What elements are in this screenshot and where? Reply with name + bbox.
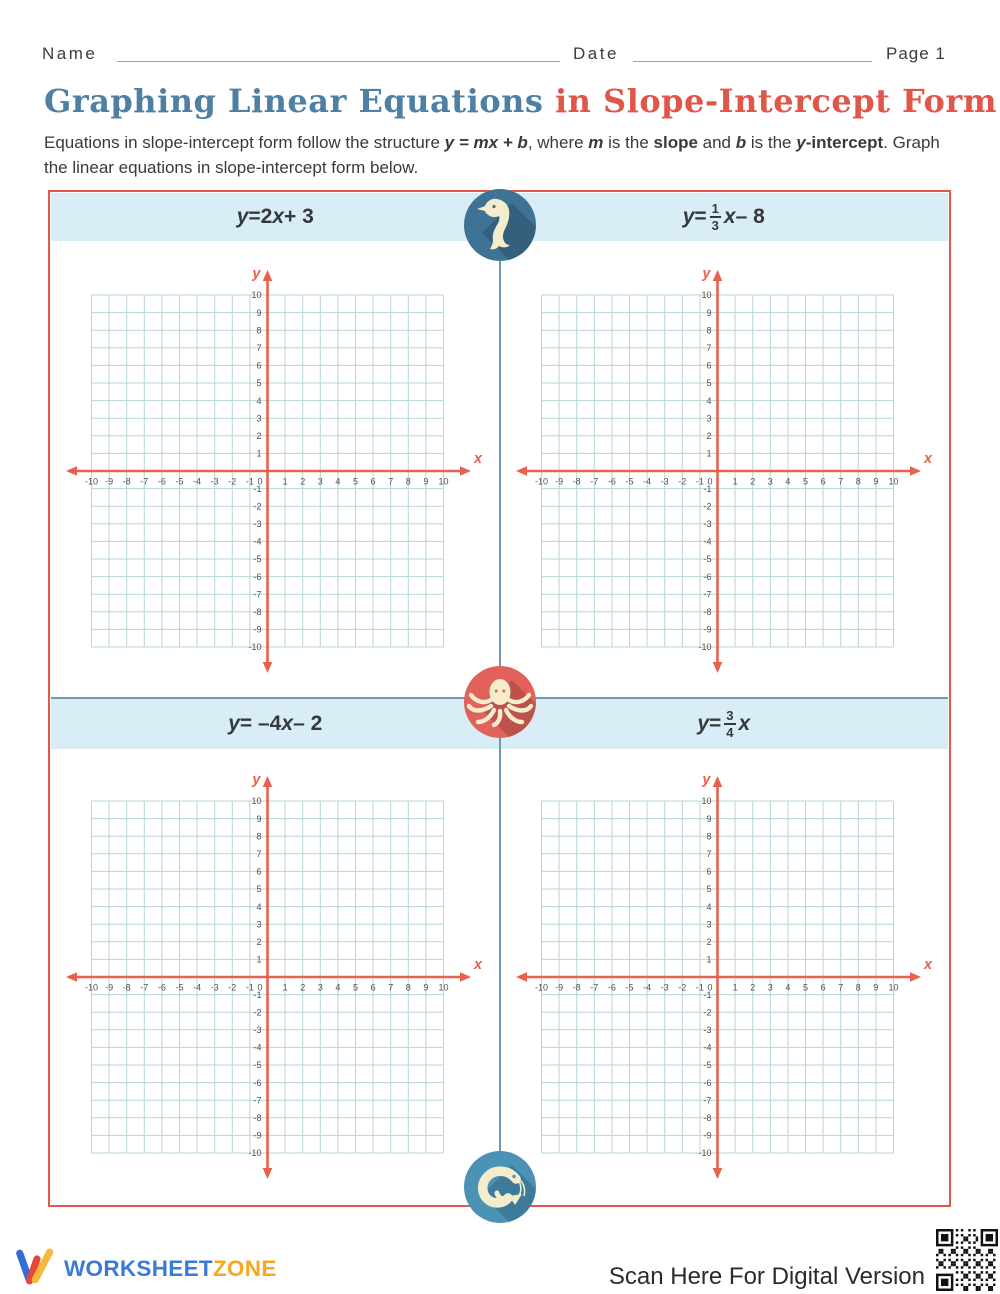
svg-text:3: 3 (767, 476, 773, 487)
svg-text:2: 2 (706, 937, 712, 947)
svg-text:-1: -1 (695, 982, 704, 993)
svg-text:-5: -5 (253, 554, 262, 565)
svg-text:-4: -4 (703, 536, 712, 547)
svg-text:x: x (474, 451, 483, 467)
svg-text:2: 2 (750, 982, 756, 993)
octopus-icon (461, 663, 539, 741)
seahorse-icon (463, 188, 537, 262)
svg-text:7: 7 (256, 849, 262, 859)
svg-text:8: 8 (706, 325, 712, 336)
title-part-blue: Graphing Linear Equations (44, 82, 544, 120)
svg-text:-1: -1 (695, 476, 704, 487)
svg-text:-2: -2 (678, 982, 687, 993)
intro-text: Equations in slope-intercept form follow the structure y = mx + b, where m is the slope and b is the y-intercept. Graph the linear equations in slope-intercept form below. (44, 133, 940, 177)
svg-text:7: 7 (388, 982, 394, 993)
svg-text:8: 8 (706, 831, 712, 842)
svg-text:-3: -3 (253, 1025, 262, 1035)
svg-text:8: 8 (855, 476, 861, 487)
svg-text:4: 4 (706, 395, 712, 406)
svg-text:3: 3 (256, 413, 262, 424)
svg-text:5: 5 (256, 378, 262, 389)
svg-text:-4: -4 (643, 982, 652, 993)
svg-text:1: 1 (256, 954, 262, 965)
svg-text:-10: -10 (248, 642, 262, 653)
svg-text:-4: -4 (253, 1042, 262, 1053)
svg-text:2: 2 (706, 431, 712, 441)
svg-text:-3: -3 (703, 519, 712, 529)
svg-text:-7: -7 (140, 982, 149, 993)
svg-text:6: 6 (820, 476, 826, 487)
svg-text:8: 8 (855, 982, 861, 993)
svg-text:-10: -10 (84, 476, 99, 487)
svg-text:-10: -10 (248, 1148, 262, 1159)
equation-1: y = 2 x + 3 (236, 204, 314, 228)
svg-text:9: 9 (706, 307, 712, 318)
svg-text:-10: -10 (84, 982, 99, 993)
svg-text:9: 9 (706, 813, 712, 824)
svg-text:-9: -9 (253, 624, 262, 635)
svg-text:-6: -6 (703, 571, 712, 582)
svg-text:4: 4 (256, 901, 262, 912)
svg-text:-7: -7 (703, 1095, 712, 1106)
svg-text:5: 5 (706, 884, 712, 895)
svg-text:-8: -8 (572, 476, 581, 487)
svg-text:-3: -3 (210, 476, 219, 487)
svg-text:7: 7 (706, 849, 712, 859)
shrimp-icon (462, 1149, 538, 1225)
svg-text:6: 6 (820, 982, 826, 993)
worksheetzone-logo-icon (14, 1245, 60, 1289)
page-number: Page 1 (886, 44, 946, 63)
svg-text:0: 0 (257, 982, 263, 993)
equation-2: y = $\frac{1}{3}$ x – 8 (682, 200, 765, 233)
svg-text:6: 6 (370, 476, 376, 487)
brand-word-worksheet: WORKSHEET (64, 1256, 213, 1281)
svg-text:5: 5 (256, 884, 262, 895)
svg-text:y: y (702, 772, 711, 788)
svg-text:10: 10 (251, 290, 262, 301)
svg-text:-2: -2 (703, 501, 712, 512)
svg-text:-7: -7 (140, 476, 149, 487)
date-blank-line (633, 61, 872, 62)
svg-text:-5: -5 (703, 554, 712, 565)
qr-code (936, 1229, 998, 1291)
svg-text:-2: -2 (253, 1007, 262, 1018)
svg-text:-2: -2 (228, 982, 237, 993)
page-title (44, 82, 997, 120)
scan-here-label: Scan Here For Digital Version (608, 1263, 925, 1290)
svg-text:-6: -6 (253, 1077, 262, 1088)
svg-text:x: x (924, 957, 933, 973)
svg-text:-7: -7 (590, 476, 599, 487)
svg-text:-7: -7 (590, 982, 599, 993)
svg-text:2: 2 (750, 476, 756, 487)
svg-text:-10: -10 (698, 1148, 712, 1159)
svg-text:-6: -6 (157, 476, 166, 487)
svg-text:1: 1 (282, 476, 288, 487)
svg-text:5: 5 (352, 982, 359, 993)
svg-text:-9: -9 (253, 1130, 262, 1141)
date-label: Date (573, 44, 619, 63)
svg-text:10: 10 (888, 476, 899, 487)
svg-text:-8: -8 (703, 607, 712, 617)
svg-text:10: 10 (251, 796, 262, 807)
svg-text:-10: -10 (534, 476, 549, 487)
svg-text:10: 10 (701, 290, 712, 301)
svg-text:9: 9 (873, 476, 879, 487)
svg-text:10: 10 (438, 982, 449, 993)
svg-text:-9: -9 (703, 1130, 712, 1141)
brand-word-zone: ZONE (212, 1256, 277, 1281)
svg-text:-5: -5 (175, 982, 184, 993)
svg-text:-4: -4 (703, 1042, 712, 1053)
svg-text:-8: -8 (122, 476, 131, 487)
svg-text:7: 7 (838, 476, 844, 487)
svg-text:6: 6 (706, 360, 712, 371)
svg-text:-3: -3 (660, 476, 669, 487)
svg-text:-2: -2 (228, 476, 237, 487)
svg-text:-10: -10 (698, 642, 712, 653)
coordinate-grid-2 (500, 240, 950, 680)
svg-text:-5: -5 (253, 1060, 262, 1071)
brand-wordmark (64, 1256, 277, 1282)
svg-text:1: 1 (282, 982, 288, 993)
svg-text:3: 3 (767, 982, 773, 993)
svg-text:2: 2 (256, 431, 262, 441)
svg-text:-4: -4 (253, 536, 262, 547)
svg-text:0: 0 (707, 982, 713, 993)
svg-text:0: 0 (257, 476, 263, 487)
svg-text:0: 0 (707, 476, 713, 487)
svg-text:-2: -2 (678, 476, 687, 487)
svg-text:4: 4 (335, 476, 341, 487)
svg-text:4: 4 (335, 982, 341, 993)
svg-text:7: 7 (388, 476, 394, 487)
svg-text:-6: -6 (703, 1077, 712, 1088)
svg-text:2: 2 (300, 982, 306, 993)
svg-text:-8: -8 (122, 982, 131, 993)
svg-text:5: 5 (352, 476, 359, 487)
svg-text:6: 6 (256, 360, 262, 371)
svg-text:-5: -5 (625, 476, 634, 487)
svg-text:6: 6 (706, 866, 712, 877)
svg-text:-1: -1 (703, 989, 712, 1000)
svg-text:1: 1 (706, 448, 712, 459)
svg-text:-7: -7 (703, 589, 712, 600)
svg-text:10: 10 (438, 476, 449, 487)
svg-text:7: 7 (256, 343, 262, 353)
svg-text:1: 1 (732, 982, 738, 993)
svg-text:9: 9 (873, 982, 879, 993)
svg-text:9: 9 (256, 813, 262, 824)
svg-text:-9: -9 (555, 982, 564, 993)
svg-text:-2: -2 (253, 501, 262, 512)
svg-text:2: 2 (300, 476, 306, 487)
svg-text:3: 3 (706, 413, 712, 424)
svg-text:-9: -9 (703, 624, 712, 635)
svg-text:-4: -4 (193, 982, 202, 993)
svg-text:6: 6 (256, 866, 262, 877)
svg-text:4: 4 (706, 901, 712, 912)
svg-text:-6: -6 (607, 982, 616, 993)
name-label: Name (42, 44, 98, 63)
svg-text:-7: -7 (253, 1095, 262, 1106)
coordinate-grid-1 (50, 240, 500, 680)
equation-4: y = $\frac{3}{4}$ x (697, 708, 751, 740)
svg-text:4: 4 (785, 476, 791, 487)
svg-text:-9: -9 (105, 476, 114, 487)
svg-text:-2: -2 (703, 1007, 712, 1018)
svg-text:-4: -4 (193, 476, 202, 487)
svg-text:-6: -6 (157, 982, 166, 993)
svg-text:-8: -8 (253, 607, 262, 617)
svg-text:-5: -5 (625, 982, 634, 993)
svg-text:-9: -9 (105, 982, 114, 993)
svg-text:3: 3 (256, 919, 262, 930)
svg-text:-1: -1 (703, 483, 712, 494)
svg-text:y: y (702, 266, 711, 282)
svg-text:10: 10 (888, 982, 899, 993)
svg-text:8: 8 (256, 325, 262, 336)
svg-text:-8: -8 (572, 982, 581, 993)
svg-text:9: 9 (423, 476, 429, 487)
name-blank-line (117, 61, 560, 62)
svg-text:-8: -8 (703, 1113, 712, 1123)
svg-text:1: 1 (256, 448, 262, 459)
svg-text:8: 8 (405, 982, 411, 993)
svg-text:4: 4 (256, 395, 262, 406)
equation-3: y = –4 x – 2 (228, 712, 323, 735)
svg-text:x: x (924, 451, 933, 467)
svg-text:-1: -1 (253, 989, 262, 1000)
svg-text:5: 5 (802, 476, 809, 487)
svg-text:3: 3 (317, 982, 323, 993)
svg-text:5: 5 (706, 378, 712, 389)
svg-text:-3: -3 (660, 982, 669, 993)
svg-text:8: 8 (256, 831, 262, 842)
svg-text:-8: -8 (253, 1113, 262, 1123)
svg-text:6: 6 (370, 982, 376, 993)
svg-text:-7: -7 (253, 589, 262, 600)
svg-text:3: 3 (317, 476, 323, 487)
svg-text:1: 1 (732, 476, 738, 487)
svg-text:-9: -9 (555, 476, 564, 487)
svg-text:5: 5 (802, 982, 809, 993)
svg-text:-5: -5 (703, 1060, 712, 1071)
svg-text:-3: -3 (253, 519, 262, 529)
coordinate-grid-4 (500, 746, 950, 1186)
svg-text:7: 7 (838, 982, 844, 993)
svg-text:-1: -1 (245, 476, 254, 487)
svg-text:x: x (474, 957, 483, 973)
svg-text:1: 1 (706, 954, 712, 965)
svg-text:8: 8 (405, 476, 411, 487)
svg-text:-6: -6 (607, 476, 616, 487)
svg-text:-1: -1 (253, 483, 262, 494)
svg-text:4: 4 (785, 982, 791, 993)
svg-text:9: 9 (423, 982, 429, 993)
svg-text:7: 7 (706, 343, 712, 353)
coordinate-grid-3 (50, 746, 500, 1186)
svg-text:y: y (252, 266, 261, 282)
svg-text:-10: -10 (534, 982, 549, 993)
svg-text:3: 3 (706, 919, 712, 930)
svg-text:10: 10 (701, 796, 712, 807)
svg-text:-1: -1 (245, 982, 254, 993)
svg-text:-3: -3 (703, 1025, 712, 1035)
svg-text:y: y (252, 772, 261, 788)
svg-text:-3: -3 (210, 982, 219, 993)
svg-text:-4: -4 (643, 476, 652, 487)
svg-text:-6: -6 (253, 571, 262, 582)
svg-text:9: 9 (256, 307, 262, 318)
svg-text:2: 2 (256, 937, 262, 947)
title-part-red: in Slope-Intercept Form (543, 82, 998, 120)
svg-text:-5: -5 (175, 476, 184, 487)
